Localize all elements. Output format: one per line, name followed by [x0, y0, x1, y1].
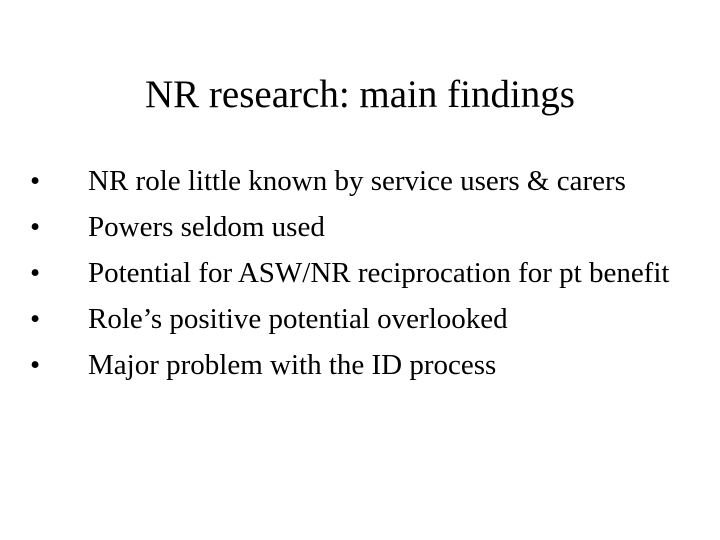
bullet-text: Major problem with the ID process	[88, 349, 497, 381]
bullet-icon: •	[30, 303, 41, 335]
bullet-text: Potential for ASW/NR reciprocation for pt benefit	[88, 257, 670, 289]
bullet-text: Powers seldom used	[88, 211, 325, 243]
list-item	[30, 302, 670, 337]
bullet-icon: •	[30, 211, 41, 243]
bullet-text: NR role little known by service users & carers	[88, 165, 626, 197]
list-item	[30, 256, 670, 291]
bullet-list	[30, 164, 670, 394]
bullet-icon: •	[30, 165, 41, 197]
list-item	[30, 348, 670, 383]
list-item	[30, 164, 670, 199]
slide-title: NR research: main findings	[145, 73, 575, 116]
bullet-text: Role’s positive potential overlooked	[88, 303, 508, 335]
bullet-icon: •	[30, 349, 41, 381]
list-item	[30, 210, 670, 245]
bullet-icon: •	[30, 257, 41, 289]
